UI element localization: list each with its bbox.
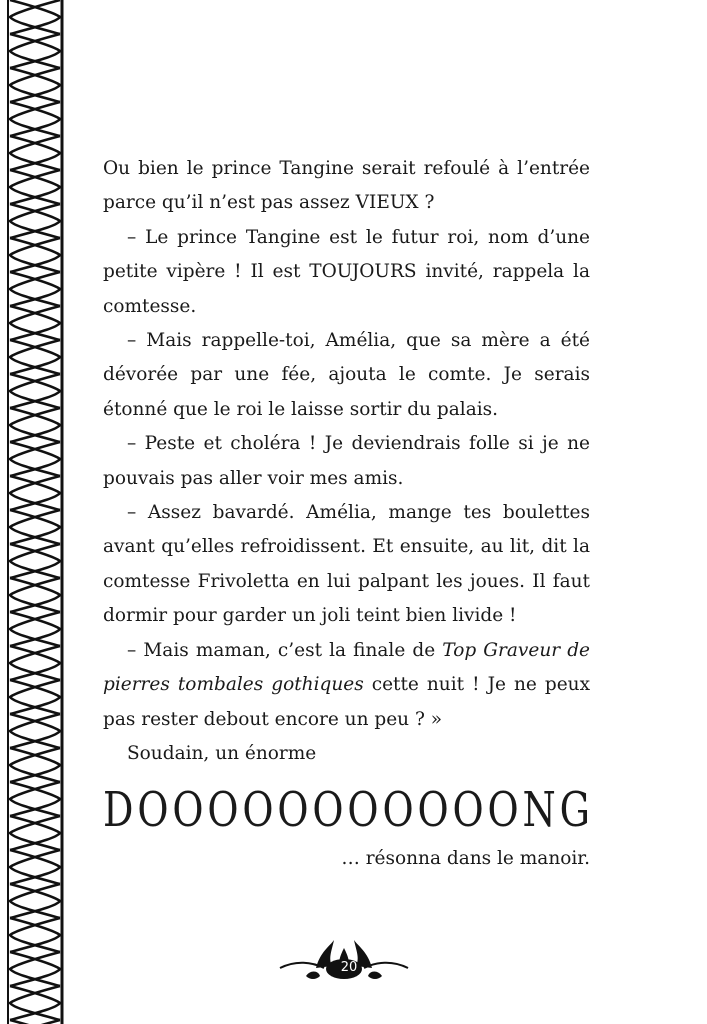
dong-letter: O xyxy=(417,782,449,837)
dong-letter: G xyxy=(559,782,590,837)
dong-letter: O xyxy=(277,782,309,837)
paragraph-6-after: cette nuit ! Je ne peux pas rester debout encore un peu ? » xyxy=(103,674,590,730)
dong-letter: O xyxy=(242,782,274,837)
resonna-line: … résonna dans le manoir. xyxy=(341,848,590,869)
paragraph-1: Ou bien le prince Tangine serait refoulé à l’entrée parce qu’il n’est pas assez VIEUX ? xyxy=(103,158,590,214)
paragraph-3: – Mais rappelle-toi, Amélia, que sa mère a été dévorée par une fée, ajouta le comte. Je serais étonné que le roi le laisse sortir du palais. xyxy=(103,330,590,420)
paragraph-5: – Assez bavardé. Amélia, mange tes boulettes avant qu’elles refroidissent. Et ensuite, au lit, dit la comtesse Frivoletta en lui palpant les joues. Il faut dormir pour garder un joli teint bien livide ! xyxy=(103,502,590,627)
dong-letter: O xyxy=(312,782,344,837)
page-number: 20 xyxy=(340,960,358,975)
body-text xyxy=(103,152,590,771)
dong-letter: O xyxy=(382,782,414,837)
dong-sound-effect xyxy=(103,782,590,837)
dong-letter: O xyxy=(487,782,519,837)
paragraph-7: Soudain, un énorme xyxy=(127,742,317,764)
paragraph-6-before: – Mais maman, c’est la finale de xyxy=(127,639,443,661)
dong-letter: O xyxy=(137,782,169,837)
show-title: Top Graveur de pierres tombales gothiques xyxy=(103,639,590,696)
dong-letter: O xyxy=(452,782,484,837)
dong-letter: O xyxy=(207,782,239,837)
paragraph-2: – Le prince Tangine est le futur roi, nom d’une petite vipère ! Il est TOUJOURS invité, rappela la comtesse. xyxy=(103,226,590,317)
paragraph-6 xyxy=(103,634,590,737)
dong-letter: O xyxy=(347,782,379,837)
dong-letter: D xyxy=(103,782,134,837)
dong-letter: O xyxy=(172,782,204,837)
decorative-border-strip xyxy=(0,0,68,1024)
paragraph-4: – Peste et choléra ! Je deviendrais folle si je ne pouvais pas aller voir mes amis. xyxy=(103,433,590,489)
dong-letter: N xyxy=(522,782,556,837)
